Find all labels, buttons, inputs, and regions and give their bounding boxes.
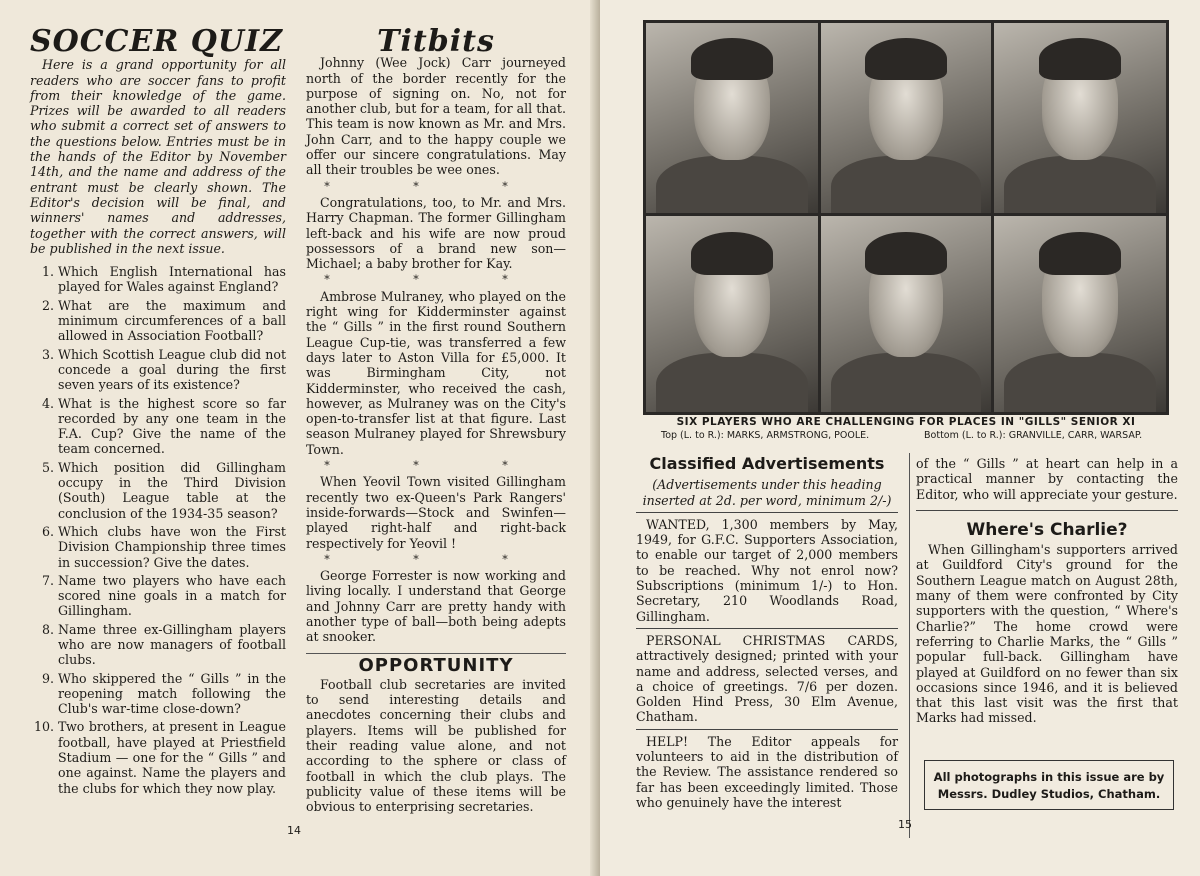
ad-help: HELP! The Editor appeals for volunteers to aid in the distribution of the Review. The assistance rendered so far has been exceedingly limited. Those who genuinely have the interest bbox=[636, 733, 898, 810]
star-separator: * * * bbox=[324, 552, 548, 566]
classified-title: Classified Advertisements bbox=[649, 454, 885, 473]
titbit-paragraph: George Forrester is now working and living locally. I understand that George and Johnny Carr are pretty handy with another type of ball—both being adepts at snooker. bbox=[306, 568, 566, 645]
quiz-question: 4. What is the highest score so far recorded by any one team in the F.A. Cup? Give the name of the team concerned. bbox=[58, 396, 286, 457]
quiz-question: 2. What are the maximum and minimum circumferences of a ball allowed in Association Football? bbox=[58, 298, 286, 344]
titbit-paragraph: When Yeovil Town visited Gillingham recently two ex-Queen's Park Rangers' inside-forwards—Stock and Swinfen—played right-half and right-back respectively for Yeovil ! bbox=[306, 474, 566, 551]
player-photo bbox=[646, 216, 818, 412]
player-photo bbox=[994, 216, 1166, 412]
divider bbox=[636, 512, 898, 513]
opportunity-text: Football club secretaries are invited to send interesting details and anecdotes concerning their clubs and players. Items will be published for their reading value alone, and not according to the sphere or class of football in which the club plays. The publicity value of these items will be obvious to enterprising secretaries. bbox=[306, 676, 566, 815]
right-text-column bbox=[916, 456, 1178, 726]
classified-column bbox=[636, 456, 898, 810]
wheres-charlie-section bbox=[916, 519, 1178, 726]
divider bbox=[636, 628, 898, 629]
divider bbox=[636, 729, 898, 730]
caption-top-row: Top (L. to R.): MARKS, ARMSTRONG, POOLE. bbox=[661, 430, 870, 441]
column-rule bbox=[909, 453, 910, 838]
ad-help-continued: of the “ Gills ” at heart can help in a practical manner by contacting the Editor, who will appreciate your gesture. bbox=[916, 456, 1178, 502]
player-photo bbox=[821, 216, 991, 412]
photo-caption bbox=[643, 416, 1169, 441]
quiz-question: 7. Name two players who have each scored nine goals in a match for Gillingham. bbox=[58, 573, 286, 619]
star-separator: * * * bbox=[324, 273, 548, 287]
wheres-charlie-text: When Gillingham's supporters arrived at Guildford City's ground for the Southern League match on August 28th, many of them were confronted by City supporters with the question, “ Where's Charlie?” The home crowd were referring to Charlie Marks, the “ Gills ” popular full-back. Gillingham have played at Guildford on no fewer than six occasions since 1946, and it is believed that this last visit was the first that Marks had missed. bbox=[916, 542, 1178, 726]
titbit-paragraph: Johnny (Wee Jock) Carr journeyed north of the border recently for the purpose of signing on. No, not for another club, but for a team, for all that. This team is now known as Mr. and Mrs. John Carr, and to the happy couple we offer our sincere congratulations. May all their troubles be wee ones. bbox=[306, 55, 566, 178]
quiz-question: 1. Which English International has played for Wales against England? bbox=[58, 264, 286, 295]
player-photo bbox=[821, 23, 991, 213]
left-page bbox=[0, 0, 596, 876]
right-page bbox=[600, 0, 1200, 876]
divider bbox=[916, 510, 1178, 511]
classified-subtitle: (Advertisements under this heading inserted at 2d. per word, minimum 2/-) bbox=[642, 477, 892, 508]
photo-caption-names bbox=[643, 430, 1169, 441]
quiz-question: 8. Name three ex-Gillingham players who are now managers of football clubs. bbox=[58, 622, 286, 668]
quiz-title: SOCCER QUIZ bbox=[30, 24, 284, 59]
section-divider bbox=[306, 653, 566, 654]
quiz-intro: Here is a grand opportunity for all readers who are soccer fans to profit from their knowledge of the game. Prizes will be awarded to all readers who submit a correct set of answers to the questions below. Entries must be in the hands of the Editor by November 14th, and the name and address of the entrant must be clearly shown. The Editor's decision will be final, and winners' names and addresses, together with the correct answers, will be published in the next issue. bbox=[30, 57, 286, 256]
ad-wanted: WANTED, 1,300 members by May, 1949, for G.F.C. Supporters Association, to enable our target of 2,000 members to be reached. Why not enrol now? Subscriptions (minimum 1/-) to Hon. Secretary, 210 Woodlands Road, Gillingham. bbox=[636, 516, 898, 624]
quiz-questions bbox=[30, 264, 286, 796]
caption-bottom-row: Bottom (L. to R.): GRANVILLE, CARR, WARSAP. bbox=[924, 430, 1143, 441]
player-photo bbox=[646, 23, 818, 213]
titbits-column bbox=[306, 24, 566, 815]
opportunity-title: OPPORTUNITY bbox=[358, 654, 514, 676]
page-number: 14 bbox=[287, 824, 301, 837]
star-separator: * * * bbox=[324, 179, 548, 193]
wheres-charlie-title: Where's Charlie? bbox=[966, 519, 1128, 540]
quiz-question: 3. Which Scottish League club did not concede a goal during the first seven years of its existence? bbox=[58, 347, 286, 393]
titbit-paragraph: Congratulations, too, to Mr. and Mrs. Harry Chapman. The former Gillingham left-back and his wife are now proud possessors of a brand new son—Michael; a baby brother for Kay. bbox=[306, 194, 566, 272]
player-photo bbox=[994, 23, 1166, 213]
ad-christmas-cards: PERSONAL CHRISTMAS CARDS, attractively designed; printed with your name and address, selected verses, and a choice of greetings. 7/6 per dozen. Golden Hind Press, 30 Elm Avenue, Chatham. bbox=[636, 632, 898, 725]
quiz-question: 5. Which position did Gillingham occupy in the Third Division (South) League table at the conclusion of the 1934-35 season? bbox=[58, 460, 286, 521]
quiz-question: 10. Two brothers, at present in League football, have played at Priestfield Stadium — one for the “ Gills ” and one against. Name the players and the clubs for which they now play. bbox=[58, 719, 286, 795]
titbits-items bbox=[306, 55, 566, 644]
titbits-title: Titbits bbox=[377, 24, 495, 59]
quiz-question: 9. Who skippered the “ Gills ” in the reopening match following the Club's war-time close-down? bbox=[58, 671, 286, 717]
player-photos bbox=[643, 20, 1169, 415]
quiz-question: 6. Which clubs have won the First Division Championship three times in succession? Give the dates. bbox=[58, 524, 286, 570]
titbit-paragraph: Ambrose Mulraney, who played on the right wing for Kidderminster against the “ Gills ” in the first round Southern League Cup-tie, was transferred a few days later to Aston Villa for £5,000. It was Birmingham City, not Kidderminster, who received the cash, however, as Mulraney was on the City's open-to-transfer list at that figure. Last season Mulraney played for Shrewsbury Town. bbox=[306, 288, 566, 457]
quiz-column bbox=[30, 24, 286, 799]
photo-caption-title: SIX PLAYERS WHO ARE CHALLENGING FOR PLACES IN "GILLS" SENIOR XI bbox=[676, 416, 1136, 428]
star-separator: * * * bbox=[324, 459, 548, 473]
page-number: 15 bbox=[898, 818, 912, 831]
photo-credit-box: All photographs in this issue are by Messrs. Dudley Studios, Chatham. bbox=[924, 760, 1174, 810]
